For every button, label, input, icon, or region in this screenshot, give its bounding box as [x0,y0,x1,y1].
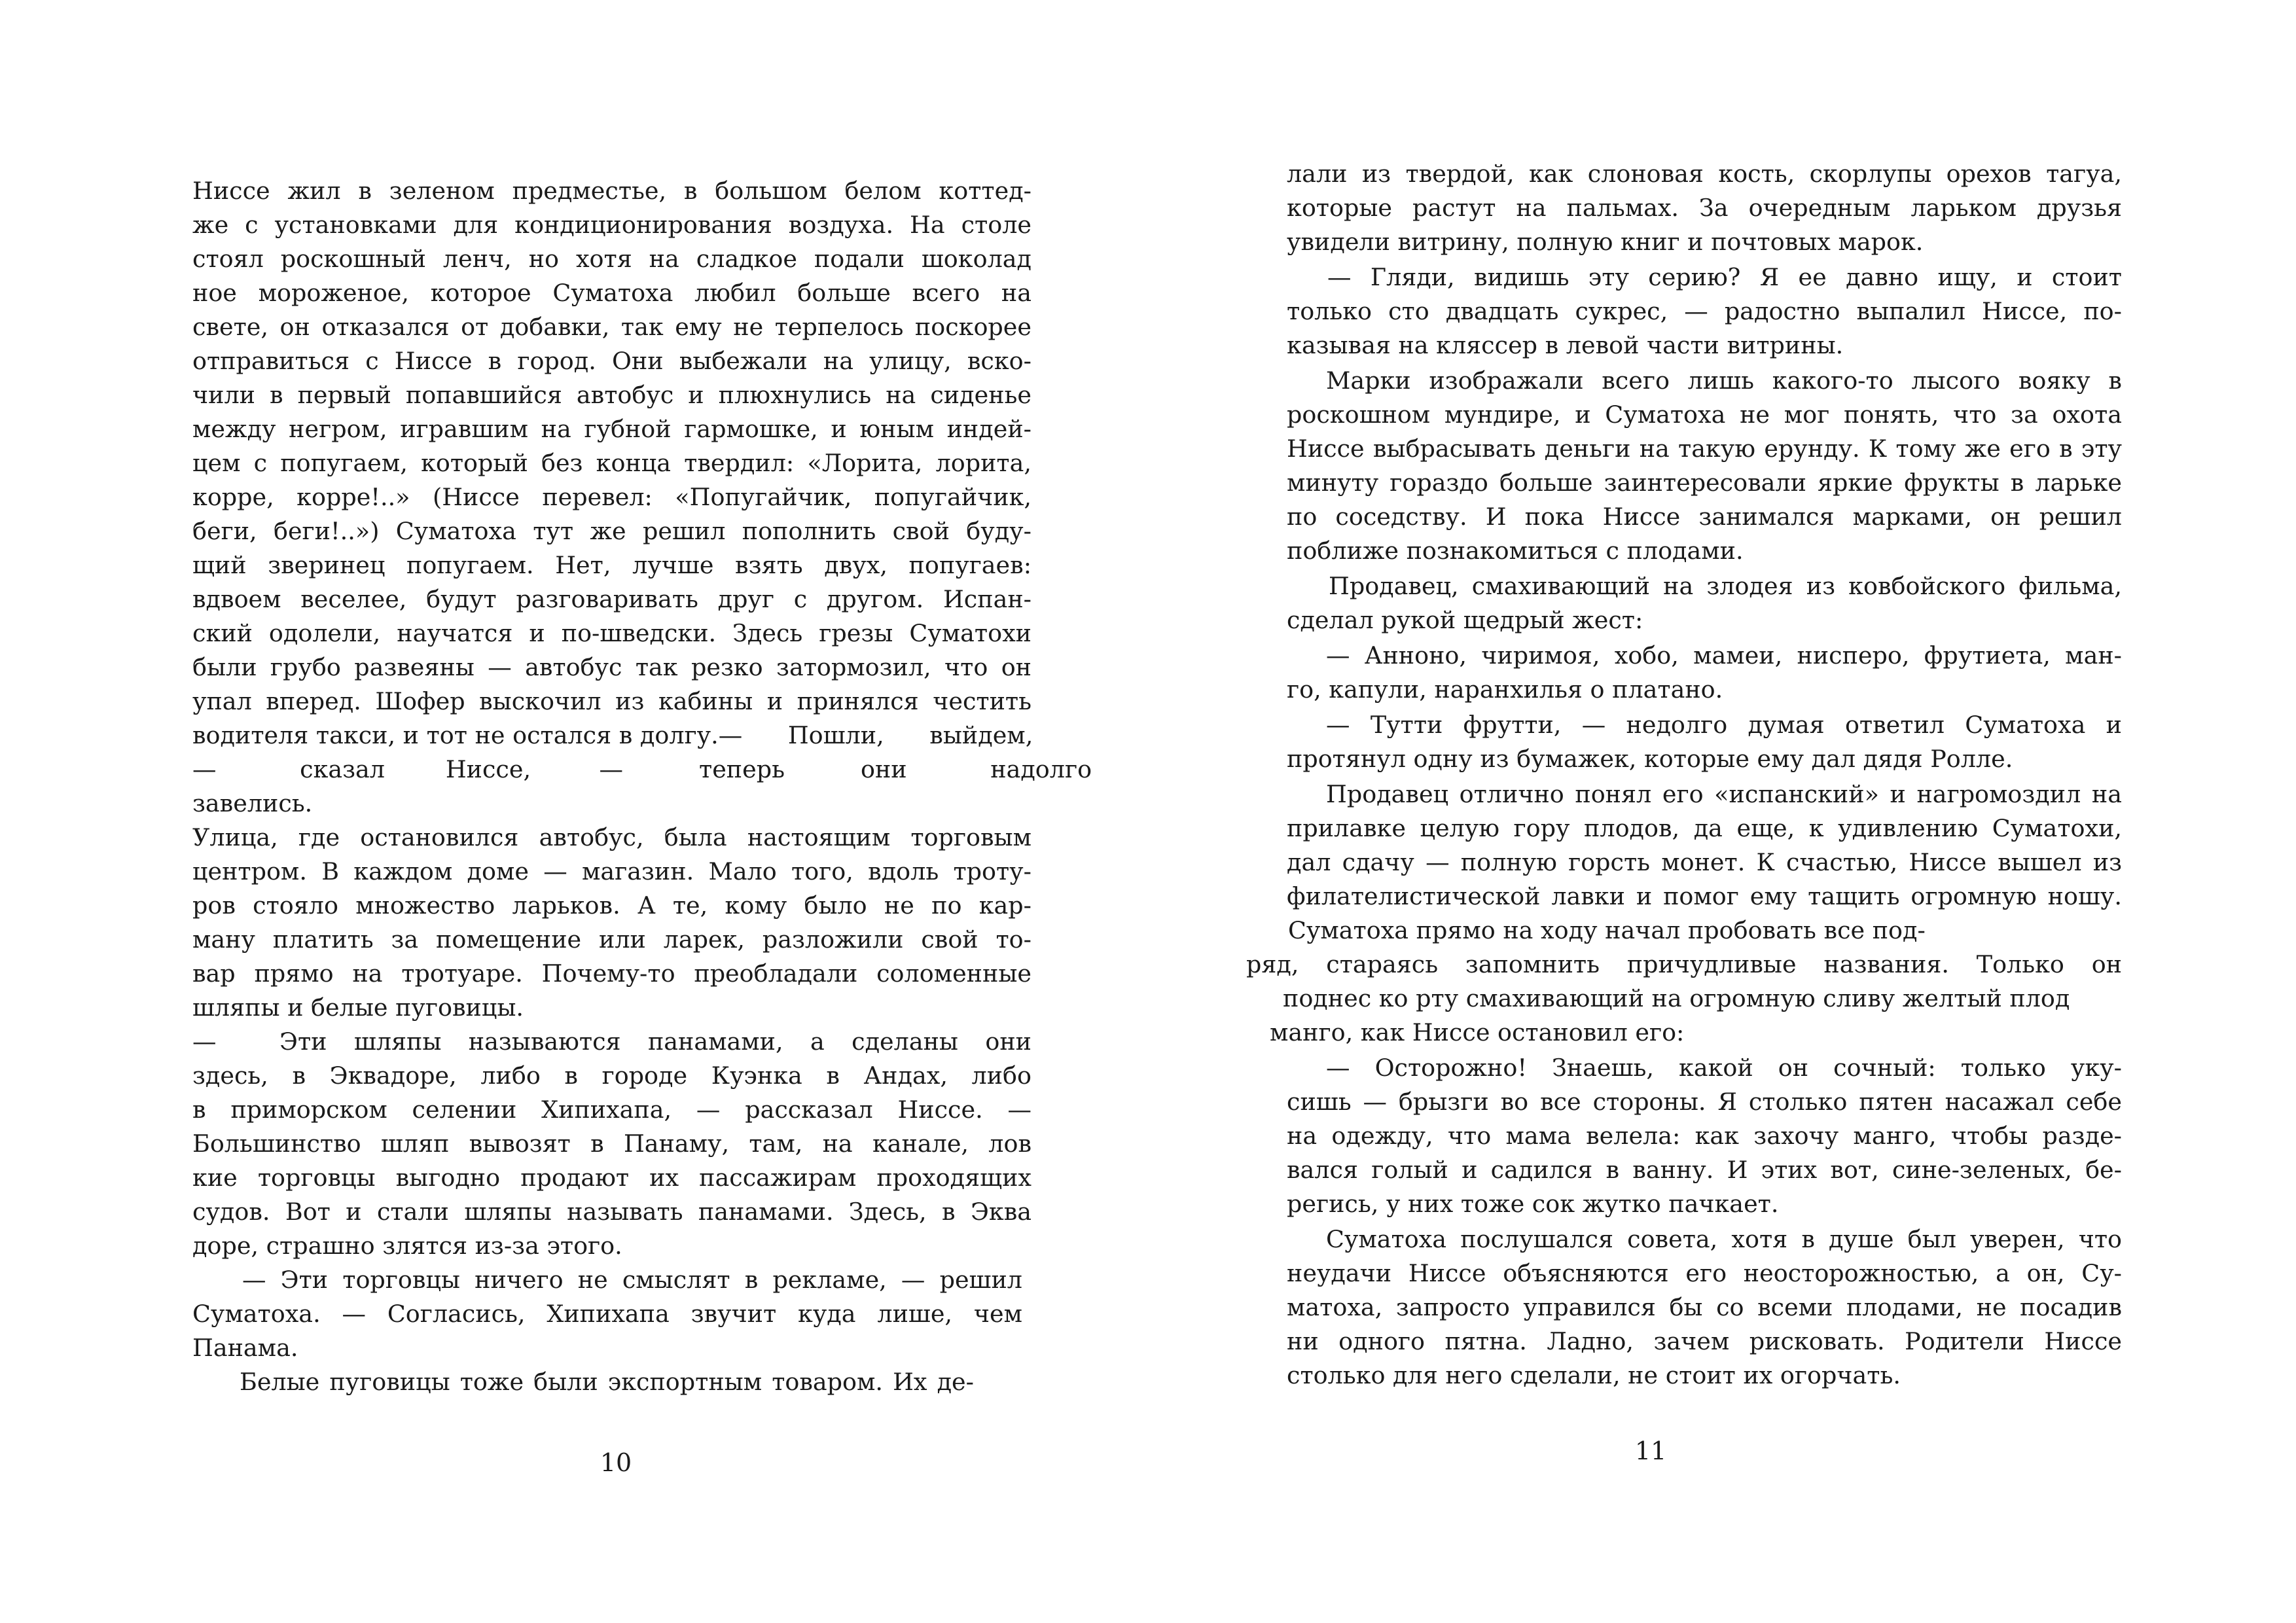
text-line: минуту гораздо больше заинтересовали яркие фрукты в ларьке [1287,469,2122,497]
text-line: Большинство шляп вывозят в Панаму, там, на канале, лов [192,1130,1031,1158]
text-line: на одежду, что мама велела: как захочу манго, чтобы разде- [1287,1122,2122,1150]
text-line: Продавец, смахивающий на злодея из ковбойского фильма, [1329,572,2122,600]
text-line: поближе познакомиться с плодами. [1287,537,1744,565]
text-line: завелись. [192,789,313,817]
text-line: — Осторожно! Знаешь, какой он сочный: только уку- [1326,1054,2122,1082]
text-line: беги, беги!..») Суматоха тут же решил пополнить свой буду- [192,517,1031,545]
text-line: чили в первый попавшийся автобус и плюхнулись на сиденье [192,381,1031,409]
text-line: вдвоем веселее, будут разговаривать друг с другом. Испан- [192,585,1031,613]
text-line: филателистической лавки и помог ему тащить огромную ношу. [1287,882,2122,910]
text-line: Марки изображали всего лишь какого-то лысого вояку в [1326,366,2122,395]
text-line: доре, страшно злятся из-за этого. [192,1232,622,1260]
text-line: отправиться с Ниссе в город. Они выбежали на улицу, вско- [192,347,1031,375]
text-line: здесь, в Эквадоре, либо в городе Куэнка в Андах, либо [192,1061,1031,1090]
text-line: по соседству. И пока Ниссе занимался марками, он решил [1287,503,2122,531]
text-line: водителя такси, и тот не остался в долгу.— Пошли, выйдем, [192,721,1033,749]
text-line: в приморском селении Хипихапа, — рассказал Ниссе. — [192,1096,1031,1124]
text-line: вар прямо на тротуаре. Почему-то преобладали соломенные [192,959,1031,988]
text-line: — Гляди, видишь эту серию? Я ее давно ищу, и стоит [1327,263,2122,291]
text-line: Суматоха. — Согласись, Хипихапа звучит куда лише, чем [192,1300,1022,1328]
text-line: же с установками для кондиционирования воздуха. На столе [192,211,1031,239]
text-line: дал сдачу — полную горсть монет. К счастью, Ниссе вышел из [1287,848,2122,876]
text-line: стоял роскошный ленч, но хотя на сладкое подали шоколад [192,245,1031,273]
text-line: неудачи Ниссе объясняются его неосторожностью, а он, Су- [1287,1259,2122,1287]
text-line: ни одного пятна. Ладно, зачем рисковать. Родители Ниссе [1287,1327,2122,1355]
text-line: столько для него сделали, не стоит их огорчать. [1287,1361,1901,1389]
text-line: сишь — брызги во все стороны. Я столько пятен насажал себе [1287,1088,2122,1116]
text-line: Панама. [192,1334,298,1362]
text-line: Суматоха послушался совета, хотя в душе был уверен, что [1326,1225,2122,1253]
text-line: только сто двадцать сукрес, — радостно выпалил Ниссе, по- [1287,297,2122,325]
text-line: — Анноно, чиримоя, хобо, мамеи, ниспeро, фрутиета, ман- [1326,641,2122,669]
text-line: ману платить за помещение или ларек, разложили свой то- [192,925,1031,954]
text-line: ров стояло множество ларьков. А те, кому было не по кар- [192,891,1031,919]
text-line: щий зверинец попугаем. Нет, лучше взять двух, попугаев: [192,551,1031,579]
text-line: — сказал Ниссе, — теперь они надолго [192,755,1092,783]
text-line: протянул одну из бумажек, которые ему дал дядя Ролле. [1287,745,2013,773]
text-line: ное мороженое, которое Суматоха любил больше всего на [192,279,1031,307]
text-line: были грубо развеяны — автобус так резко затормозил, что он [192,653,1031,681]
text-line: Суматоха прямо на ходу начал пробовать все под- [1288,916,1926,944]
text-line: сделал рукой щедрый жест: [1287,606,1643,634]
text-line: корре, корре!..» (Ниссе перевел: «Попугайчик, попугайчик, [192,483,1031,511]
text-line: регись, у них тоже сок жутко пачкает. [1287,1190,1779,1218]
text-line: го, капули, наранхилья о платано. [1287,675,1723,704]
page-number: 10 [600,1448,632,1477]
text-line: цем с попугаем, который без конца твердил: «Лорита, лорита, [192,449,1031,477]
text-line: ряд, стараясь запомнить причудливые названия. Только он [1246,950,2122,978]
text-line: казывая на кляссер в левой части витрины. [1287,331,1844,359]
text-line: манго, как Ниссе остановил его: [1270,1018,1685,1046]
text-line: — Эти торговцы ничего не смыслят в рекламе, — решил [242,1266,1022,1294]
page-number: 11 [1634,1436,1667,1465]
text-line: центром. В каждом доме — магазин. Мало того, вдоль троту- [192,857,1031,885]
text-line: — Тутти фрутти, — недолго думая ответил Суматоха и [1326,711,2122,739]
text-line: кие торговцы выгодно продают их пассажирам проходящих [192,1164,1031,1192]
text-line: вался голый и садился в ванну. И этих вот, сине-зеленых, бе- [1287,1156,2122,1184]
text-line: ский одолели, научатся и по-шведски. Здесь грезы Суматохи [192,619,1031,647]
text-line: Улица, где остановился автобус, была настоящим торговым [192,823,1031,851]
text-line: Ниссе выбрасывать деньги на такую ерунду. К тому же его в эту [1287,435,2122,463]
text-line: свете, он отказался от добавки, так ему не терпелось поскорее [192,313,1031,341]
text-line: шляпы и белые пуговицы. [192,993,524,1022]
text-line: Продавец отлично понял его «испанский» и нагромоздил на [1326,780,2122,808]
text-line: между негром, игравшим на губной гармошке, и юным индей- [192,415,1031,443]
text-line: роскошном мундире, и Суматоха не мог понять, что за охота [1287,401,2122,429]
text-line: лали из твердой, как слоновая кость, скорлупы орехов тагуа, [1287,160,2122,188]
text-line: увидели витрину, полную книг и почтовых марок. [1287,228,1924,256]
right-page [1148,0,2296,1623]
text-line: Белые пуговицы тоже были экспортным товаром. Их де- [240,1368,974,1396]
text-line: упал вперед. Шофер выскочил из кабины и принялся честить [192,687,1031,715]
text-line: судов. Вот и стали шляпы называть панамами. Здесь, в Эква [192,1198,1031,1226]
text-line: прилавке целую гору плодов, да еще, к удивлению Суматохи, [1287,814,2122,842]
text-line: поднес ко рту смахивающий на огромную сливу желтый плод [1283,984,2070,1012]
text-line: матоха, запросто управился бы со всеми плодами, не посадив [1287,1293,2122,1321]
text-line: — Эти шляпы называются панамами, а сделаны они [192,1027,1031,1056]
text-line: которые растут на пальмах. За очередным ларьком друзья [1287,194,2122,222]
text-line: Ниссе жил в зеленом предместье, в большом белом коттед- [192,177,1031,205]
